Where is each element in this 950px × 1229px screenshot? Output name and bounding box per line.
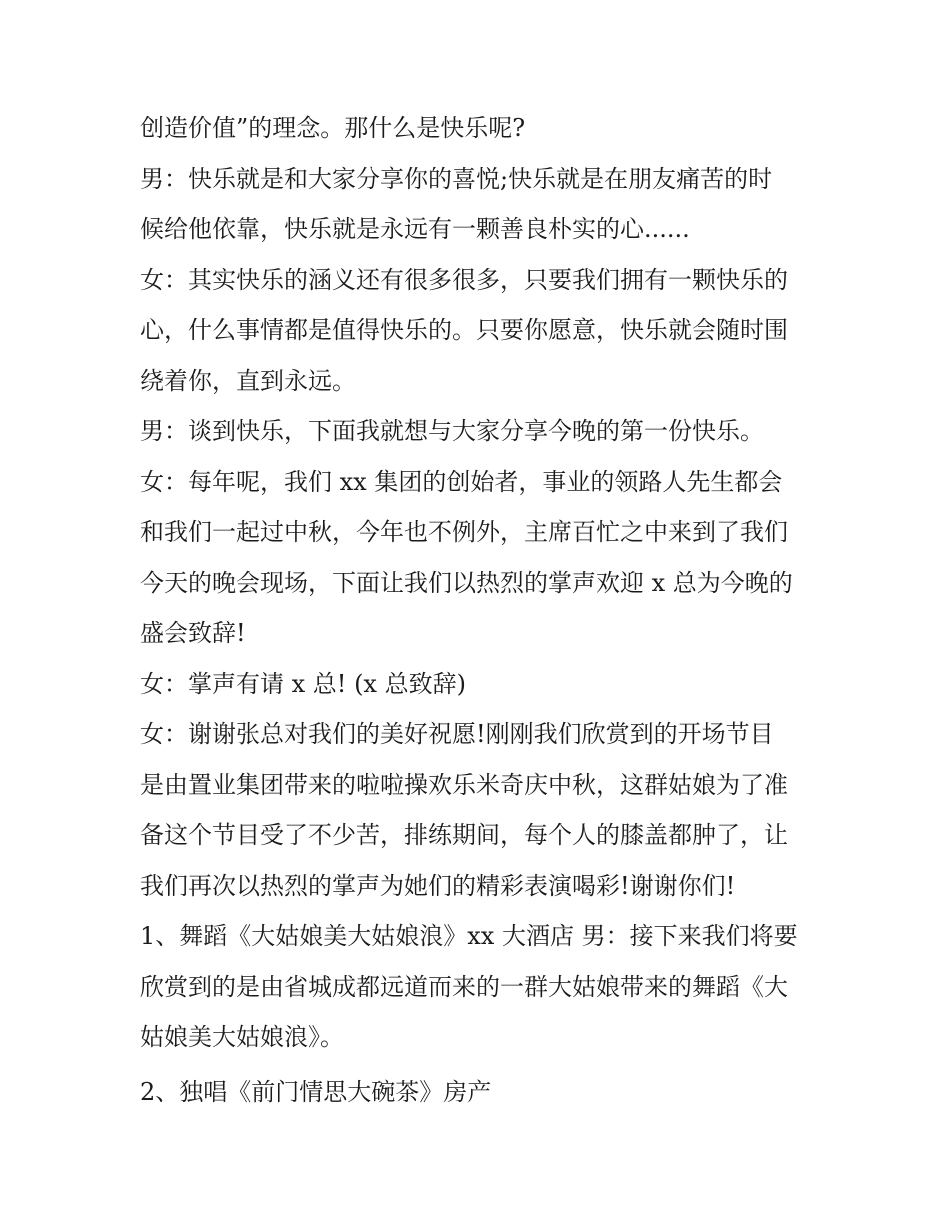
text-line: 女：谢谢张总对我们的美好祝愿!刚刚我们欣赏到的开场节目 xyxy=(140,720,774,748)
text-line: 盛会致辞! xyxy=(140,619,246,647)
text-line: 创造价值”的理念。那什么是快乐呢? xyxy=(140,114,526,142)
text-line: 男：谈到快乐，下面我就想与大家分享今晚的第一份快乐。 xyxy=(140,417,764,445)
text-line: 心，什么事情都是值得快乐的。只要你愿意，快乐就会随时围 xyxy=(140,316,788,344)
text-line: 女：每年呢，我们 xx 集团的创始者，事业的领路人先生都会 xyxy=(140,467,783,496)
text-line: 1、舞蹈《大姑娘美大姑娘浪》xx 大酒店 男：接下来我们将要 xyxy=(140,922,798,950)
text-line: 候给他依靠，快乐就是永远有一颗善良朴实的心...... xyxy=(140,215,690,243)
text-line: 备这个节目受了不少苦，排练期间，每个人的膝盖都肿了，让 xyxy=(140,821,788,849)
text-line: 是由置业集团带来的啦啦操欢乐米奇庆中秋，这群姑娘为了准 xyxy=(140,770,788,799)
text-line: 和我们一起过中秋，今年也不例外，主席百忙之中来到了我们 xyxy=(140,518,788,546)
text-line: 女：掌声有请 x 总! (x 总致辞) xyxy=(140,669,466,698)
text-line: 今天的晚会现场，下面让我们以热烈的掌声欢迎 x 总为今晚的 xyxy=(140,568,793,597)
text-line: 我们再次以热烈的掌声为她们的精彩表演喝彩!谢谢你们! xyxy=(140,871,736,900)
text-line: 绕着你，直到永远。 xyxy=(140,366,356,395)
text-line: 欣赏到的是由省城成都远道而来的一群大姑娘带来的舞蹈《大 xyxy=(140,972,788,1001)
text-line: 女：其实快乐的涵义还有很多很多，只要我们拥有一颗快乐的 xyxy=(140,265,788,294)
text-line: 男：快乐就是和大家分享你的喜悦;快乐就是在朋友痛苦的时 xyxy=(140,164,773,193)
document-body xyxy=(140,103,820,1117)
text-line: 姑娘美大姑娘浪》。 xyxy=(140,1023,344,1051)
text-line: 2、独唱《前门情思大碗茶》房产 xyxy=(140,1077,492,1106)
